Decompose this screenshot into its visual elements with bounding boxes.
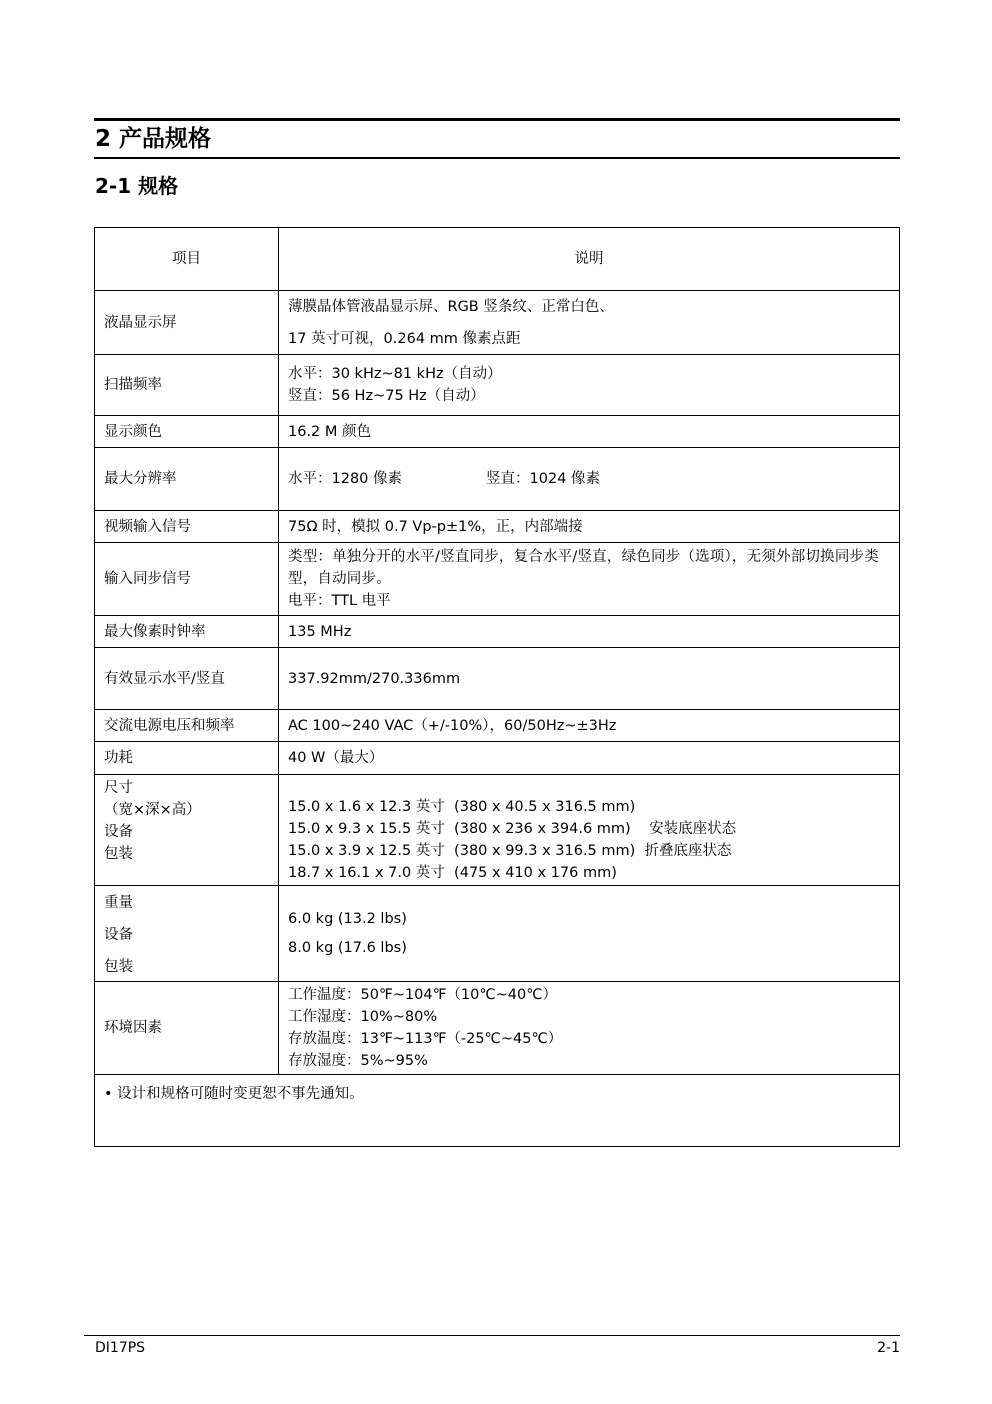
table-note-row [95,1075,900,1147]
value-line: 电平：TTL 电平 [288,593,391,609]
label-line: （宽×深×高） [104,802,201,818]
footer-rule [84,1335,900,1336]
title-rule-top [94,118,900,121]
table-row [95,775,900,886]
row-label: 最大像素时钟率 [95,616,279,648]
value-line: 水平：30 kHz~81 kHz（自动） [288,366,502,382]
value-line: 竖直：56 Hz~75 Hz（自动） [288,388,485,404]
row-value [279,291,900,355]
row-label: 最大分辨率 [95,448,279,511]
row-value [279,982,900,1075]
row-value [279,886,900,982]
row-label: 输入同步信号 [95,543,279,616]
row-label [95,775,279,886]
label-line: 尺寸 [104,780,133,796]
row-value [279,775,900,886]
table-row [95,742,900,775]
value-line: 17 英寸可视，0.264 mm 像素点距 [288,330,521,347]
row-value [279,543,900,616]
table-row [95,355,900,416]
value-line: 6.0 kg (13.2 lbs) [288,911,407,927]
value-line: 工作湿度：10%~80% [288,1009,438,1025]
table-row [95,648,900,710]
row-label: 视频输入信号 [95,511,279,543]
spec-table [94,227,900,1147]
table-row [95,710,900,742]
value-line: 18.7 x 16.1 x 7.0 英寸 (475 x 410 x 176 mm) [288,865,617,881]
row-value: 40 W（最大） [279,742,900,775]
value-line: 存放湿度：5%~95% [288,1053,428,1069]
row-label: 有效显示水平/竖直 [95,648,279,710]
page-title: 2 产品规格 [95,126,212,152]
row-value [279,355,900,416]
row-value: 75Ω 时，模拟 0.7 Vp-p±1%，正，内部端接 [279,511,900,543]
resolution-vertical: 竖直：1024 像素 [486,471,601,487]
row-label: 液晶显示屏 [95,291,279,355]
value-line: 15.0 x 9.3 x 15.5 英寸 (380 x 236 x 394.6 mm) 安装底座状态 [288,821,737,837]
table-row [95,291,900,355]
row-value: AC 100~240 VAC（+/-10%），60/50Hz~±3Hz [279,710,900,742]
label-line: 设备 [104,927,133,943]
label-line: 包装 [104,959,133,975]
table-row [95,416,900,448]
label-line: 包装 [104,846,133,862]
footer-page-number: 2-1 [877,1340,900,1356]
resolution-horizontal: 水平：1280 像素 [288,471,403,487]
table-row [95,616,900,648]
table-row [95,448,900,511]
row-value [279,448,900,511]
table-row [95,511,900,543]
table-row [95,543,900,616]
row-value: 16.2 M 颜色 [279,416,900,448]
value-line: 薄膜晶体管液晶显示屏、RGB 竖条纹、正常白色、 [288,298,614,315]
row-label: 功耗 [95,742,279,775]
header-desc: 说明 [279,228,900,291]
table-row [95,982,900,1075]
row-label: 扫描频率 [95,355,279,416]
value-line: 15.0 x 1.6 x 12.3 英寸 (380 x 40.5 x 316.5 mm) [288,799,636,815]
row-label: 环境因素 [95,982,279,1075]
value-line: 15.0 x 3.9 x 12.5 英寸 (380 x 99.3 x 316.5 mm) 折叠底座状态 [288,843,732,859]
section-title: 2-1 规格 [95,174,179,198]
label-line: 设备 [104,824,133,840]
footer-model: DI17PS [95,1340,146,1356]
row-label: 显示颜色 [95,416,279,448]
value-line: 8.0 kg (17.6 lbs) [288,940,407,956]
table-header-row [95,228,900,291]
value-line: 类型：单独分开的水平/竖直同步，复合水平/竖直，绿色同步（选项），无须外部切换同步类型，自动同步。 [288,549,879,587]
row-label: 交流电源电压和频率 [95,710,279,742]
row-label [95,886,279,982]
spec-note: • 设计和规格可随时变更恕不事先通知。 [95,1075,900,1147]
value-line: 工作温度：50℉~104℉（10℃~40℃） [288,987,557,1003]
label-line: 重量 [104,895,133,911]
title-rule-bottom [94,157,900,159]
table-row [95,886,900,982]
row-value: 337.92mm/270.336mm [279,648,900,710]
header-item: 项目 [95,228,279,291]
row-value: 135 MHz [279,616,900,648]
value-line: 存放温度：13℉~113℉（-25℃~45℃） [288,1031,563,1047]
